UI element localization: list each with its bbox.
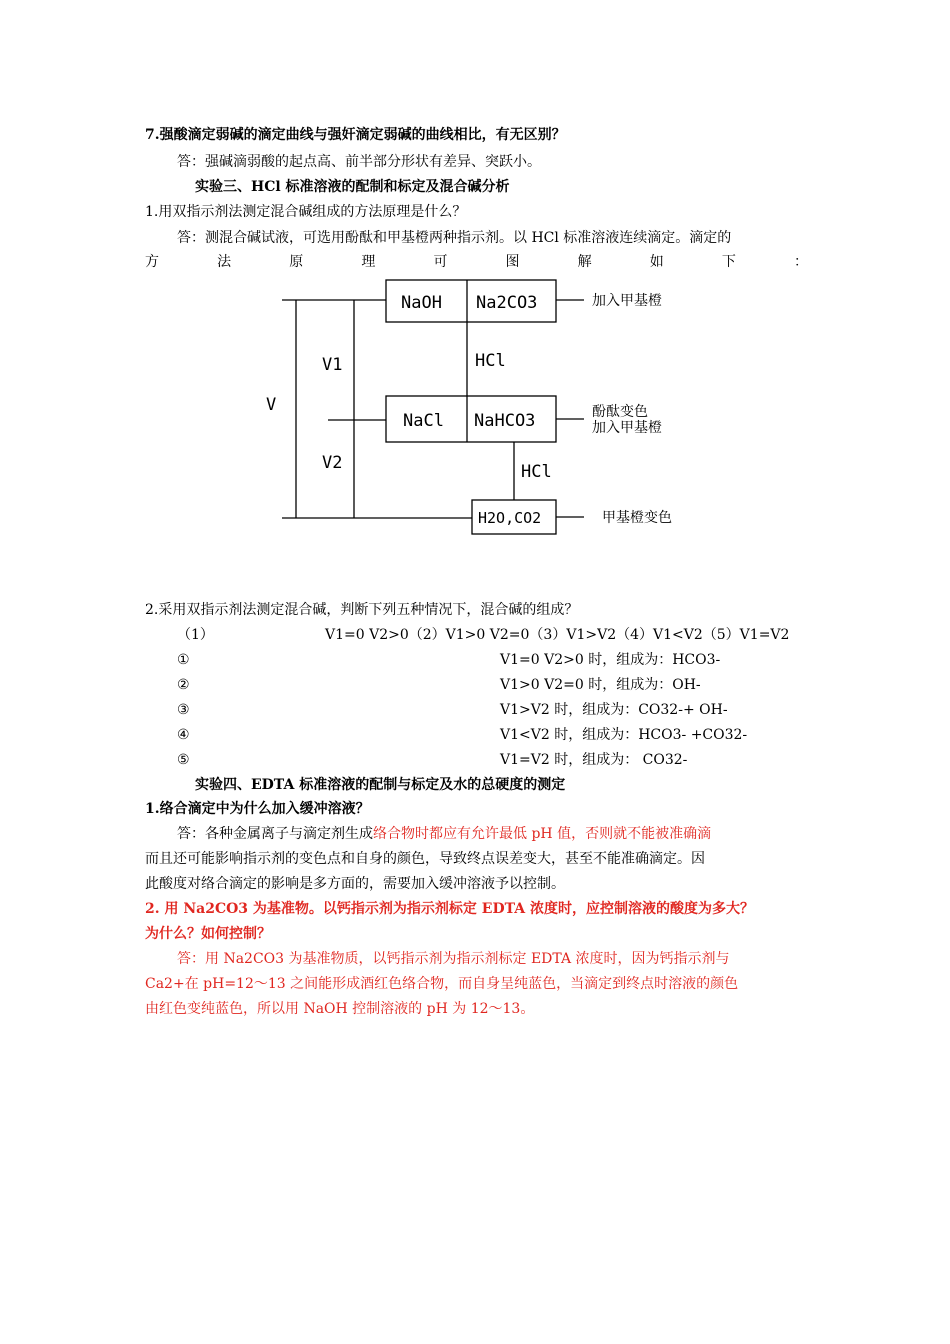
exp4-a2-line2: Ca2+在 pH=12～13 之间能形成酒红色络合物，而自身呈纯蓝色，当滴定到终点时溶液的颜色 [145, 976, 739, 992]
diagram-hcl-2: HCl [521, 462, 552, 482]
exp4-q2-line2: 为什么？如何控制？ [145, 926, 271, 942]
diagram-h2o-co2: H2O,CO2 [478, 509, 542, 527]
diagram-label-v: V [266, 395, 277, 415]
exp4-a2-line1: 答：用 Na2CO3 为基准物质，以钙指示剂为指示剂标定 EDTA 浓度时，因为钙指示剂与 [177, 951, 730, 967]
spread-char-2: 原 [289, 254, 304, 270]
exp4-a1-red: 络合物时都应有允许最低 pH 值，否则就不能被准确滴 [373, 826, 712, 842]
spread-char-4: 可 [433, 254, 448, 270]
exp4-heading: 实验四、EDTA 标准溶液的配制与标定及水的总硬度的测定 [195, 777, 566, 793]
spread-char-0: 方 [145, 254, 159, 270]
answer-text-2: V1>0 V2=0 时，组成为：OH- [500, 677, 701, 693]
diagram-note-methyl-orange: 加入甲基橙 [592, 293, 662, 309]
answer-num-5: ⑤ [177, 752, 190, 768]
answer-text-5: V1=V2 时，组成为： CO32- [500, 752, 688, 768]
answer-num-3: ③ [177, 702, 190, 718]
exp4-a2-line3: 由红色变纯蓝色，所以用 NaOH 控制溶液的 pH 为 12～13。 [145, 1001, 535, 1017]
diagram-label-v2: V2 [322, 453, 343, 473]
spread-char-1: 法 [217, 254, 232, 270]
answer-num-4: ④ [177, 727, 190, 743]
diagram-nacl: NaCl [403, 411, 444, 431]
exp3-heading: 实验三、HCl 标准溶液的配制和标定及混合碱分析 [195, 179, 510, 195]
q7-question: 7.强酸滴定弱碱的滴定曲线与强奸滴定弱碱的曲线相比，有无区别？ [145, 127, 566, 143]
exp4-a1-line3: 此酸度对络合滴定的影响是多方面的，需要加入缓冲溶液予以控制。 [145, 876, 565, 892]
exp3-q2: 2.采用双指示剂法测定混合碱，判断下列五种情况下，混合碱的组成？ [145, 602, 579, 618]
exp3-a1-line1: 答：测混合碱试液，可选用酚酞和甲基橙两种指示剂。以 HCl 标准溶液连续滴定。滴定的 [177, 230, 732, 246]
exp3-q2-cases: V1=0 V2>0（2）V1>0 V2=0（3）V1>V2（4）V1<V2（5）V1=V2 [325, 627, 790, 643]
spread-char-6: 解 [577, 254, 592, 270]
q7-answer: 答：强碱滴弱酸的起点高、前半部分形状有差异、突跃小。 [177, 154, 541, 170]
spread-char-3: 理 [361, 254, 376, 270]
exp3-a1-line2 [145, 252, 808, 272]
exp4-a1-line1 [177, 824, 808, 844]
exp3-q1: 1.用双指示剂法测定混合碱组成的方法原理是什么？ [145, 204, 467, 220]
diagram-nahco3: NaHCO3 [474, 411, 536, 431]
diagram-naoh: NaOH [401, 293, 442, 313]
answer-text-4: V1<V2 时，组成为：HCO3- +CO32- [500, 727, 748, 743]
spread-char-5: 图 [505, 254, 520, 270]
diagram-note-endpoint: 甲基橙变色 [602, 510, 672, 526]
exp4-a1-black: 答：各种金属离子与滴定剂生成 [177, 826, 373, 842]
answer-num-2: ② [177, 677, 190, 693]
titration-diagram [262, 270, 702, 545]
answer-text-3: V1>V2 时，组成为：CO32-+ OH- [500, 702, 728, 718]
spread-char-8: 下 [721, 254, 736, 270]
exp4-a1-line2: 而且还可能影响指示剂的变色点和自身的颜色，导致终点误差变大，甚至不能准确滴定。因 [145, 851, 705, 867]
answer-text-1: V1=0 V2>0 时，组成为：HCO3- [500, 652, 721, 668]
diagram-label-v1: V1 [322, 355, 343, 375]
diagram-hcl-1: HCl [475, 351, 506, 371]
diagram-note-phenolphthalein: 酚酞变色 [592, 404, 648, 420]
answer-num-1: ① [177, 652, 190, 668]
exp3-q2-case-label: （1） [177, 627, 214, 643]
exp4-q2-line1: 2. 用 Na2CO3 为基准物。以钙指示剂为指示剂标定 EDTA 浓度时，应控制溶液的酸度为多大？ [145, 901, 754, 917]
diagram-note-methyl-orange-2: 加入甲基橙 [592, 420, 662, 436]
spread-char-7: 如 [649, 254, 664, 270]
diagram-na2co3: Na2CO3 [476, 293, 538, 313]
spread-char-9: ： [793, 254, 808, 270]
exp4-q1: 1.络合滴定中为什么加入缓冲溶液？ [145, 801, 370, 817]
